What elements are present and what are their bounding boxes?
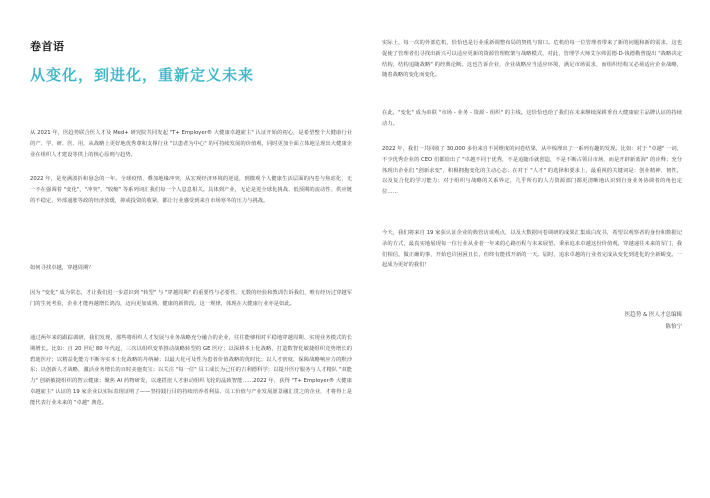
paragraph: 从 2021 年，医趋势联合医人才及 Med+ 研究院共同发起 "T+ Employer® 大健康卓越雇主" 认证开始的初心，是希望整个大健康行业的产、学、研、医、用，从战略上更好地优秀尊和支撑行业 "以患者为中心" 的可持续发展的价值观，同时更加全面立体地呈现出大健康企业在组织人才建设等供上的核心原则与趋势。	[30, 130, 352, 158]
paragraph: 2022 年，我们一共回收了 30,000 多份来自不同维度的问卷结果，从中梳理出了一系列有趣的发现。比如：对于 "卓越" 一词，不少优秀企业的 CEO 们都给出了 "卓越不同于优秀，不是追随币就创造，不是不断占领目市场，而是开辟新蓝海" 的诠释；充分体现出企业们 "创新求变"，积极拥抱变化的主动心态；在对于 "人才" 的选择和要求上，最重视的关键词是：创业精神、韧性，以及复合化的学习能力；对于组织与战略的关系界定，几乎所有的人力资源部门都更清晰地认识到自身业务协调者的角色定位……	[382, 146, 682, 196]
paragraph: 今天，我们将来自 19 家获认证企业的典管访谈观点，以及大数据问卷调研的成果汇集成白皮书，希望以观察者的身份和数据记录的方式，最真实地展现每一位行业从业者一年来的心路历程与未来展望。秉承追求卓越这份价值观，穿越递往未来的军门，我们相信，做正确的事，开始也许困困且长，但终有能找开新的一天。届时，追求卓越的行业者完成从变化到进化的全新蜕变。一起成为更好的我们！	[382, 230, 682, 269]
section-label: 卷首语	[30, 40, 65, 53]
paragraph: 在此，"变化" 成为串联 "市场 - 业务 - 资源 - 组织" 的主线。这恰恰也给了我们在未来继续深耕垂直大健康雇主品牌认证的持续动力。	[382, 110, 682, 127]
paragraph: 通过两年来的跟踪调研，我们发现，那些将组织人才发展与业务战略充分融合的企业，往往能够相对平稳地穿越周期、实现业务模式的长期增长。比如：自 20 世纪 80 年代起，三次以组织变革推动战略转型的 GE 医疗；以深耕本土化战略，打造数智化敏捷组织竞势增长的碧迪医疗；以精益化能力不断夯实本土化战略的丹纳赫；以最大化可及性为患者价值战略的优时比；以人才密度，保障战略响应力的默沙东；以创新人才战略，激活业务增长的百时美施贵宝；以关注 "每一位" 员工成长为己任的吉利德科学；以提升医疗服务与人才精队 "双能力" 创新敏捷组织的智云健康；聚焦 AI 药物研发，以速搭崖人才驱动组织飞轮的晶致智能……2022 年，获得 "T+ Employer® 大健康卓越雇主" 认证的 19 家企业以实际表现证明了——坚持践行目的持续培养者利益、员工价值与产业发展愿景融汇贯之的企业，才将得上是能代表行业未来的 "卓越" 典范。	[30, 335, 352, 406]
paragraph: 实际上，每一次的外部危机，恰恰也是行业重新调整布局的契机与窗口。危机给每一位管理者带来了新的问题和新的需求，这也促使了管理者们寻找出新兴可以适应更新的资源管理框架与战略模式，对此，管理学大师艾尔弗雷德·D·钱德勒曾提出 "战略决定结构，结构追随战略" 的经典论断。这也告诉企业，企业战略应当适应环境，满足市场需求，而组织结构又必须适应企业战略，随着战略的变化而变化。	[382, 40, 682, 79]
signature-name: 陈怡宁	[665, 324, 682, 330]
paragraph: 2022 年，是充满波折和悬念的一年。全球疫情、叠加地缘冲突，从宏观经济环境的逆退，到微观个人健康生活层面的内卷与焦虑化，无一不在强调着 "变化"，"冲突"，"收缩" 等系列词汇我们每一个人息息相关。具体到产业，无论是进全球化挑战、低预期的流动性、供应链的不稳定、外部通胀等政的经济放缓，抑或投资的收紧，都让行业感受到来自市场寒冬的压力与挑战。	[30, 176, 352, 204]
section-question: 如何寻找卓越，穿越周期？	[30, 265, 94, 271]
paragraph: 因为 "变化" 成为常态，才让我们进一步意识到 "转型" 与 "穿越周期" 的重要性与必要性。无数的经验和教训告诉我们，唯有经历过穿越军门的生死考验，企业才能再越增长鸿沟，迈向更加成熟、健康的新阶段。这一规律，体现在大健康行业亦是如此。	[30, 290, 352, 307]
signature-org: 医趋势 & 医人才总编辑	[624, 312, 682, 318]
page-title: 从变化，到进化，重新定义未来	[30, 66, 255, 84]
